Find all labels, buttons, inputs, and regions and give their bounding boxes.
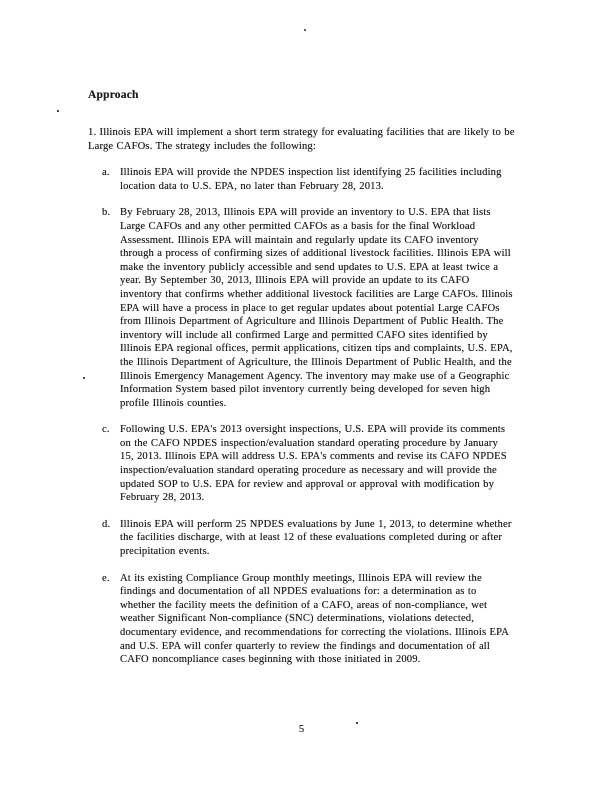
document-body: [88, 89, 518, 680]
list-item-text: Illinois EPA will perform 25 NPDES evaluations by June 1, 2013, to determine whether the facilities discharge, with at least 12 of these evaluations completed during or after precipitation events.: [120, 518, 512, 558]
list-item-text: By February 28, 2013, Illinois EPA will provide an inventory to U.S. EPA that lists Large CAFOs and any other permitted CAFOs as a basis for the final Workload Assessment. Illinois EPA will maintain and regularly update its CAFO inventory through a process of confirming sizes of additional livestock facilities. Illinois EPA will make the inventory publicly accessible and send updates to U.S. EPA at least twice a year. By September 30, 2013, Illinois EPA will provide an update to its CAFO inventory that confirms whether additional livestock facilities are Large CAFOs. Illinois EPA will have a process in place to get regular updates about potential Large CAFOs from Illinois Department of Agriculture and Illinois Department of Public Health. The inventory will include all confirmed Large and permitted CAFO sites identified by Illinois EPA regional offices, permit applications, citizen tips and complaints, U.S. EPA, the Illinois Department of Agriculture, the Illinois Department of Public Health, and the Illinois Emergency Management Agency. The inventory may make use of a Geographic Information System based pilot inventory currently being developed for seven high profile Illinois counties.: [120, 207, 513, 409]
list-letter: d.: [102, 518, 111, 530]
list-letter: e.: [102, 572, 110, 584]
list-letter: c.: [102, 424, 110, 436]
list-item-e: [88, 572, 513, 667]
list-item-text: Illinois EPA will provide the NPDES inspection list identifying 25 facilities including location data to U.S. EPA, no later than February 28, 2013.: [120, 167, 502, 192]
list-item-c: [88, 423, 513, 505]
list-item-a: [88, 166, 513, 193]
list-letter: b.: [102, 207, 111, 219]
list-item-d: [88, 518, 513, 559]
intro-paragraph: 1. Illinois EPA will implement a short term strategy for evaluating facilities that are likely to be Large CAFOs. The strategy includes the following:: [88, 127, 515, 152]
section-heading: Approach: [88, 89, 139, 101]
list-item-text: Following U.S. EPA's 2013 oversight inspections, U.S. EPA will provide its comments on the CAFO NPDES inspection/evaluation standard operating procedure by January 15, 2013. Illinois EPA will address U.S. EPA's comments and revise its CAFO NPDES inspection/evaluation standard operating procedure as necessary and will provide the updated SOP to U.S. EPA for review and approval or approval with modification by February 28, 2013.: [120, 424, 507, 504]
list-item-b: [88, 206, 513, 410]
scan-speck: [57, 110, 59, 112]
list-item-text: At its existing Compliance Group monthly meetings, Illinois EPA will review the findings and documentation of all NPDES evaluations for: a determination as to whether the facility meets the definition of a CAFO, areas of non-compliance, wet weather Significant Non-compliance (SNC) determinations, violations detected, documentary evidence, and recommendations for correcting the violations. Illinois EPA and U.S. EPA will confer quarterly to review the findings and documentation of all CAFO noncompliance cases beginning with those initiated in 2009.: [120, 572, 509, 666]
page-number: 5: [298, 724, 305, 735]
scan-speck: [304, 29, 306, 31]
lettered-list: [88, 166, 518, 667]
scan-speck: [356, 722, 358, 724]
list-letter: a.: [102, 167, 110, 179]
scan-speck: [83, 377, 85, 379]
